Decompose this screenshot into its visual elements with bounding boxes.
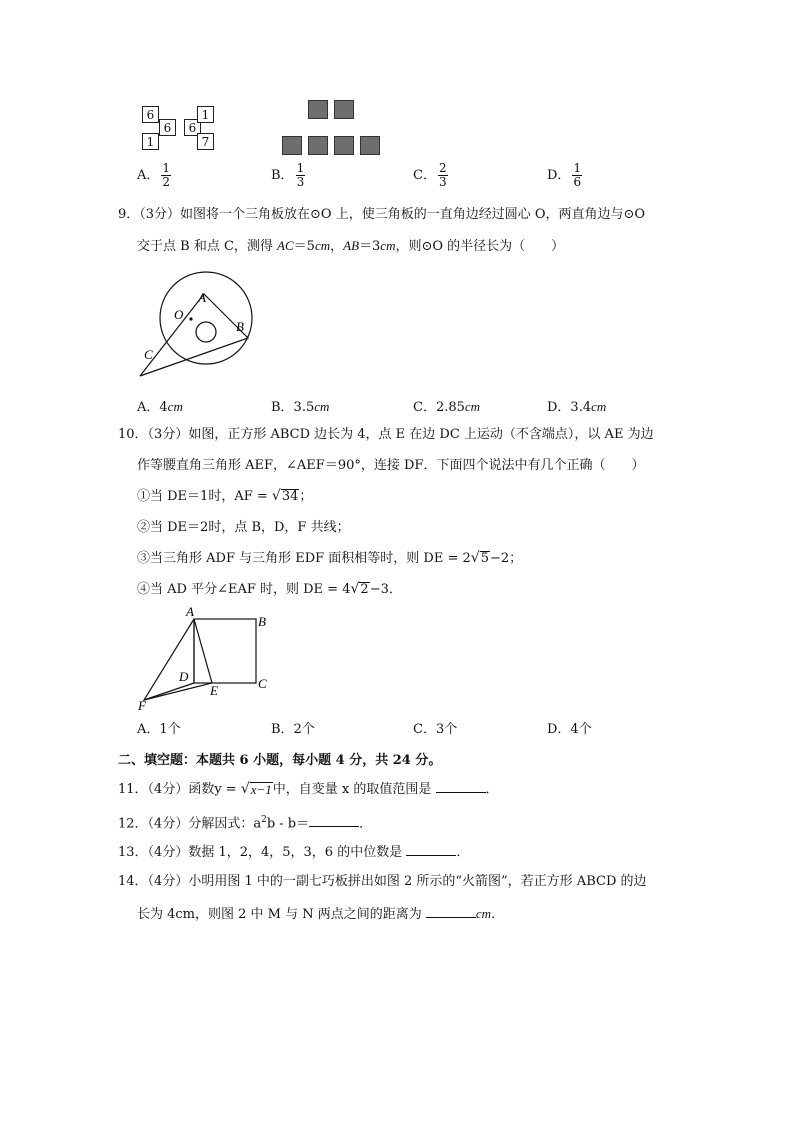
unit: cm xyxy=(591,399,607,414)
answer-blank[interactable] xyxy=(426,905,476,918)
fraction xyxy=(161,162,171,189)
text: ③当三角形 ADF 与三角形 EDF 面积相等时，则 DE = 2 xyxy=(137,551,471,566)
answer-blank[interactable] xyxy=(309,814,359,827)
section-title: 二、填空题：本题共 6 小题，每小题 4 分，共 24 分。 xyxy=(118,753,442,768)
gray-block xyxy=(308,100,328,119)
dice-face: 6 xyxy=(142,106,159,123)
q10-statement-4 xyxy=(137,582,402,598)
sqrt: √ 2 xyxy=(350,581,369,597)
q8-option-d[interactable] xyxy=(547,162,582,189)
text: −3． xyxy=(369,582,402,597)
q8-option-b[interactable] xyxy=(271,162,305,189)
text: 13．（4分）数据 1，2，4，5，3，6 的中位数是 xyxy=(118,845,403,860)
text: ④当 AD 平分∠EAF 时，则 DE = 4 xyxy=(137,582,351,597)
numerator: 2 xyxy=(438,161,447,175)
radicand: 2 xyxy=(360,582,369,597)
dice-face: 7 xyxy=(197,133,214,150)
q9-option-c[interactable] xyxy=(413,396,480,415)
denominator: 3 xyxy=(438,175,447,189)
text: cm xyxy=(314,238,331,253)
option-label: A． xyxy=(137,168,160,183)
dice-face: 1 xyxy=(197,106,214,123)
fraction xyxy=(296,162,306,189)
gray-block xyxy=(360,136,380,155)
dice-face: 6 xyxy=(184,119,201,136)
q10-square-figure xyxy=(134,604,284,716)
radicand: x−1 xyxy=(250,782,272,797)
text: ； xyxy=(299,489,313,504)
q10-option-b[interactable]: B．2个 xyxy=(271,722,315,737)
label-c: C xyxy=(144,347,153,362)
text: ①当 DE＝1时，AF = xyxy=(137,489,272,504)
denominator: 2 xyxy=(162,175,171,189)
sqrt: √ x−1 xyxy=(240,781,272,797)
answer-blank[interactable] xyxy=(436,780,486,793)
option-label: C．2.85 xyxy=(413,400,465,415)
label-o: O xyxy=(174,307,184,322)
text: 11．（4分）函数y = xyxy=(118,782,241,797)
radicand: 34 xyxy=(281,489,299,504)
label-c: C xyxy=(258,676,267,691)
gray-block xyxy=(282,136,302,155)
triangle-hole xyxy=(196,322,216,342)
superscript: 2 xyxy=(261,815,267,825)
text: AB xyxy=(343,238,360,253)
fraction xyxy=(438,162,448,189)
option-label: A．4 xyxy=(137,400,168,415)
q10-statement-2: ②当 DE＝2时，点 B，D，F 共线； xyxy=(137,520,350,535)
text: 长为 4cm，则图 2 中 M 与 N 两点之间的距离为 xyxy=(137,907,422,922)
q9-option-d[interactable] xyxy=(547,396,606,415)
text: 交于点 B 和点 C，测得 xyxy=(137,239,278,254)
unit: cm xyxy=(475,906,492,921)
unit: cm xyxy=(314,399,330,414)
q10-option-d[interactable]: D．4个 xyxy=(547,722,592,737)
q9-option-b[interactable] xyxy=(271,396,329,415)
numerator: 1 xyxy=(573,161,582,175)
text: ． xyxy=(485,782,499,797)
q10-statement-3 xyxy=(137,551,522,567)
option-label: B． xyxy=(271,168,294,183)
text: 中，自变量 x 的取值范围是 xyxy=(272,782,432,797)
center-point xyxy=(189,317,192,320)
option-label: D．3.4 xyxy=(547,400,592,415)
label-f: F xyxy=(138,698,146,713)
unit: cm xyxy=(167,399,183,414)
q12-stem xyxy=(118,812,372,832)
radicand: 5 xyxy=(480,551,489,566)
label-a: A xyxy=(186,604,194,619)
sqrt: √ 34 xyxy=(271,488,299,504)
option-label: C． xyxy=(413,168,436,183)
q13-stem xyxy=(118,843,469,861)
denominator: 6 xyxy=(573,175,582,189)
text: AC xyxy=(277,238,294,253)
text: ． xyxy=(359,816,373,832)
gray-block xyxy=(334,136,354,155)
option-label: B．3.5 xyxy=(271,400,315,415)
gray-block xyxy=(334,100,354,119)
label-d: D xyxy=(179,669,189,684)
text: −2； xyxy=(489,551,523,566)
q9-stem-line2 xyxy=(137,238,564,255)
text: ，则⊙O 的半径长为（ ） xyxy=(395,239,565,254)
fraction xyxy=(572,162,582,189)
numerator: 1 xyxy=(296,161,305,175)
q8-option-c[interactable] xyxy=(413,162,448,189)
label-b: B xyxy=(236,319,244,334)
text: ＝5 xyxy=(293,239,315,254)
text: b - b＝ xyxy=(266,816,310,832)
text: cm xyxy=(380,238,396,253)
unit: cm xyxy=(464,399,481,414)
q10-stem-line2: 作等腰直角三角形 AEF，∠AEF＝90°，连接 DF．下面四个说法中有几个正确（ ） xyxy=(137,458,645,473)
q14-stem-line1: 14．（4分）小明用图 1 中的一副七巧板拼出如图 2 所示的“火箭图”，若正方形 ABCD 的边 xyxy=(118,874,647,889)
option-label: D． xyxy=(547,168,571,183)
q10-option-c[interactable]: C．3个 xyxy=(413,722,458,737)
denominator: 3 xyxy=(296,175,305,189)
q9-stem-line1: 9．（3分）如图将一个三角板放在⊙O 上，使三角板的一直角边经过圆心 O，两直角边与⊙O xyxy=(118,207,646,222)
q9-option-a[interactable] xyxy=(137,396,183,415)
text: 12．（4分）分解因式：a xyxy=(118,816,262,832)
q14-stem-line2 xyxy=(137,905,504,923)
label-e: E xyxy=(210,683,218,698)
gray-block xyxy=(308,136,328,155)
sqrt: √ 5 xyxy=(470,550,489,566)
triangle-ruler xyxy=(140,294,248,376)
label-a: A xyxy=(198,290,206,305)
q10-option-a[interactable]: A．1个 xyxy=(137,722,181,737)
q10-stem-line1: 10．（3分）如图，正方形 ABCD 边长为 4，点 E 在边 DC 上运动（不含端点），以 AE 为边 xyxy=(118,427,654,442)
q9-circle-triangle-figure xyxy=(130,268,260,383)
label-b: B xyxy=(258,614,266,629)
answer-blank[interactable] xyxy=(406,843,456,856)
segment-df xyxy=(144,683,194,700)
dice-face: 6 xyxy=(159,119,176,136)
q11-stem xyxy=(118,780,499,798)
text: ， xyxy=(330,239,344,254)
numerator: 1 xyxy=(162,161,171,175)
text: ． xyxy=(456,845,470,860)
dice-face: 1 xyxy=(142,133,159,150)
text: ． xyxy=(491,907,505,922)
text: ＝3 xyxy=(359,239,381,254)
q10-statement-1 xyxy=(137,489,312,505)
q8-option-a[interactable] xyxy=(137,162,171,189)
